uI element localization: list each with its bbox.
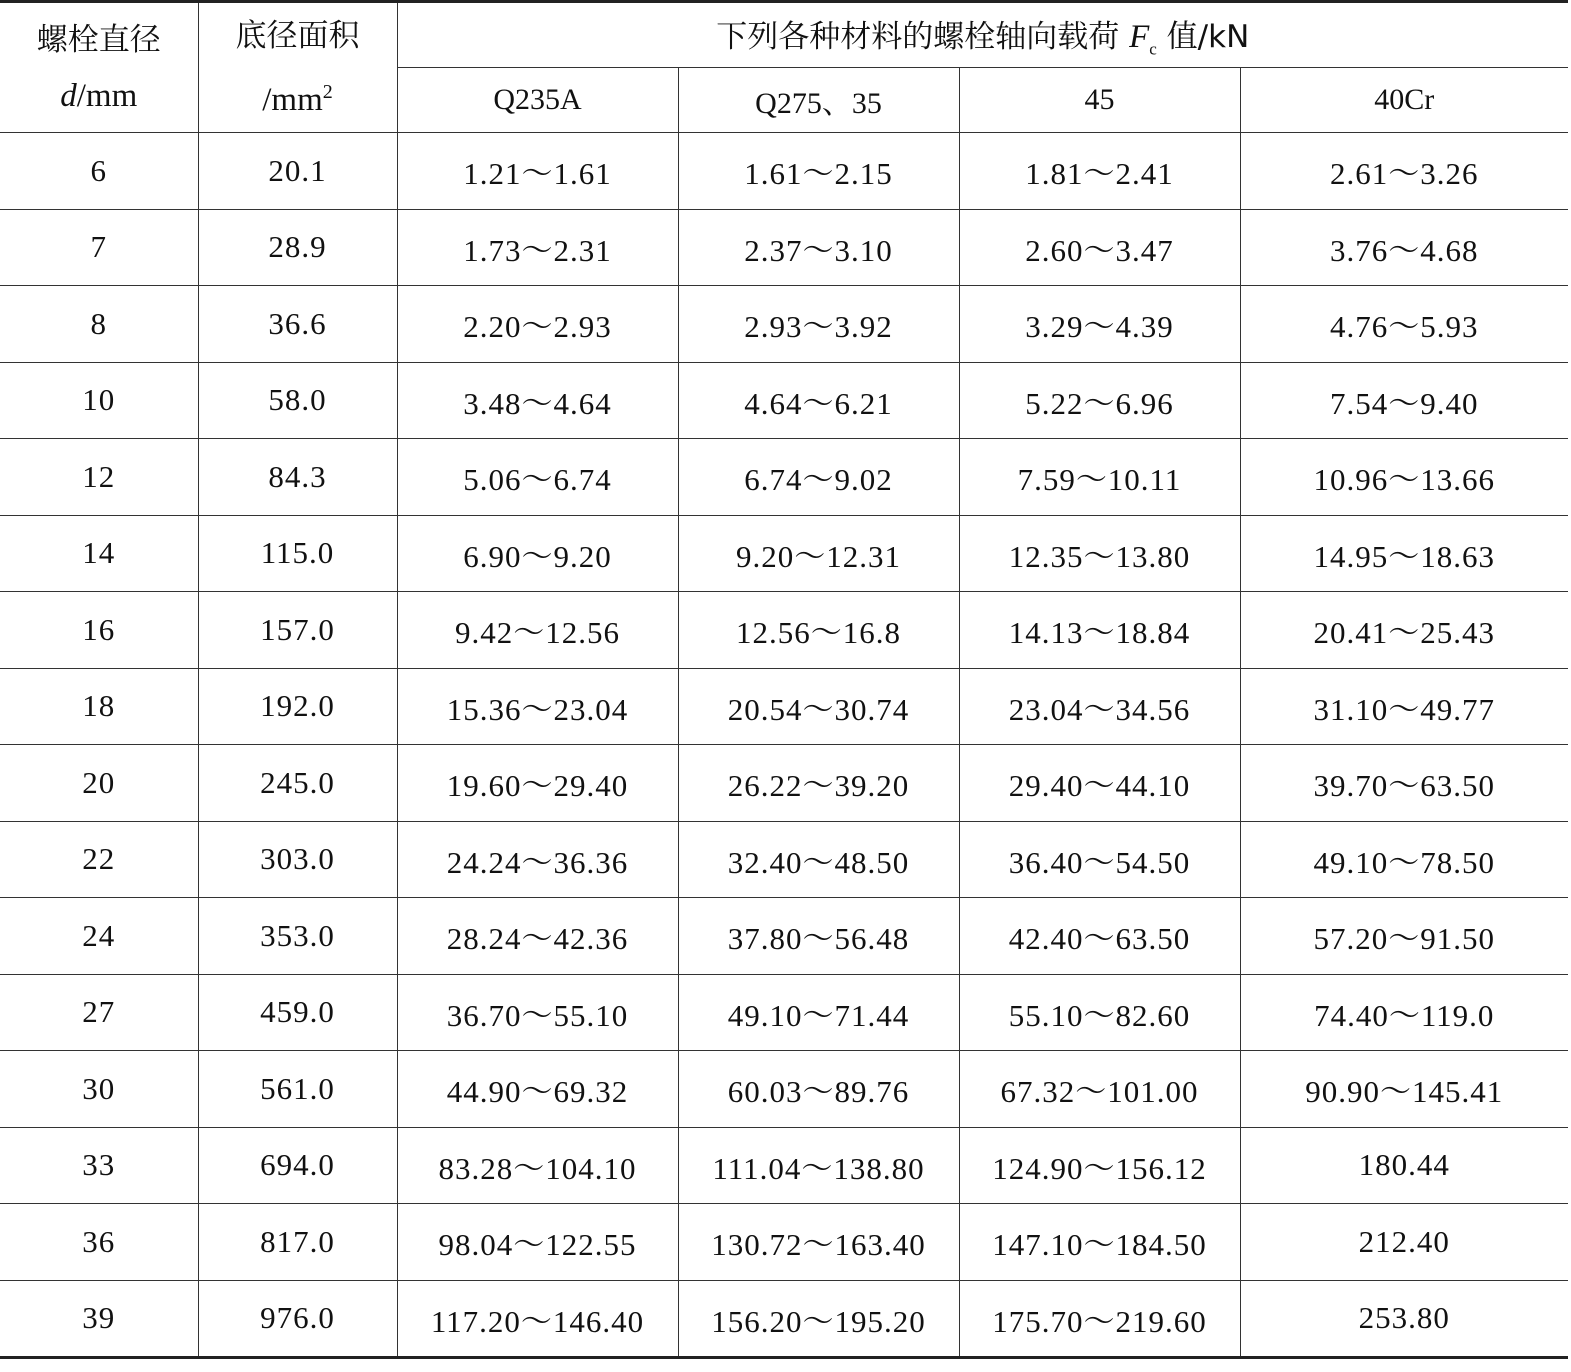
cell-load-45: 55.10～82.60 bbox=[959, 974, 1240, 1051]
cell-bolt-diameter: 6 bbox=[0, 133, 198, 210]
cell-load-q275-35: 1.61～2.15 bbox=[678, 133, 959, 210]
header-bolt-diameter-label: 螺栓直径 bbox=[36, 21, 161, 58]
header-root-area-unit: /mm bbox=[262, 81, 323, 118]
table-row bbox=[0, 1127, 1568, 1204]
header-bolt-diameter-var: d bbox=[60, 77, 77, 114]
cell-load-q235a: 44.90～69.32 bbox=[397, 1051, 678, 1128]
cell-bolt-diameter: 14 bbox=[0, 515, 198, 592]
header-material-q275-35: Q275、35 bbox=[678, 68, 959, 133]
header-material-45: 45 bbox=[959, 68, 1240, 133]
cell-load-q275-35: 2.37～3.10 bbox=[678, 209, 959, 286]
cell-load-40cr: 57.20～91.50 bbox=[1240, 898, 1568, 975]
cell-load-q275-35: 111.04～138.80 bbox=[678, 1127, 959, 1204]
header-group-prefix: 下列各种材料的螺栓轴向载荷 bbox=[716, 18, 1130, 55]
cell-load-40cr: 7.54～9.40 bbox=[1240, 362, 1568, 439]
cell-load-q235a: 5.06～6.74 bbox=[397, 439, 678, 516]
cell-load-q275-35: 6.74～9.02 bbox=[678, 439, 959, 516]
cell-bolt-diameter: 10 bbox=[0, 362, 198, 439]
cell-root-area: 353.0 bbox=[198, 898, 397, 975]
cell-load-40cr: 10.96～13.66 bbox=[1240, 439, 1568, 516]
cell-load-q275-35: 130.72～163.40 bbox=[678, 1204, 959, 1281]
cell-load-q235a: 83.28～104.10 bbox=[397, 1127, 678, 1204]
cell-load-45: 7.59～10.11 bbox=[959, 439, 1240, 516]
cell-bolt-diameter: 24 bbox=[0, 898, 198, 975]
table-row bbox=[0, 974, 1568, 1051]
cell-root-area: 84.3 bbox=[198, 439, 397, 516]
header-group-suffix: 值/kN bbox=[1156, 18, 1250, 55]
header-bolt-diameter-unit: /mm bbox=[76, 77, 138, 114]
cell-bolt-diameter: 7 bbox=[0, 209, 198, 286]
cell-load-40cr: 20.41～25.43 bbox=[1240, 592, 1568, 669]
cell-bolt-diameter: 22 bbox=[0, 821, 198, 898]
table-row bbox=[0, 286, 1568, 363]
cell-load-q275-35: 2.93～3.92 bbox=[678, 286, 959, 363]
cell-load-q275-35: 12.56～16.8 bbox=[678, 592, 959, 669]
header-bolt-diameter bbox=[0, 2, 198, 133]
cell-load-45: 5.22～6.96 bbox=[959, 362, 1240, 439]
cell-load-45: 23.04～34.56 bbox=[959, 668, 1240, 745]
header-root-area-exponent: 2 bbox=[322, 80, 333, 103]
cell-load-45: 1.81～2.41 bbox=[959, 133, 1240, 210]
cell-load-q235a: 1.21～1.61 bbox=[397, 133, 678, 210]
table-row bbox=[0, 362, 1568, 439]
cell-load-40cr: 14.95～18.63 bbox=[1240, 515, 1568, 592]
cell-load-40cr: 4.76～5.93 bbox=[1240, 286, 1568, 363]
cell-load-45: 2.60～3.47 bbox=[959, 209, 1240, 286]
table-row bbox=[0, 592, 1568, 669]
cell-load-45: 124.90～156.12 bbox=[959, 1127, 1240, 1204]
cell-load-45: 175.70～219.60 bbox=[959, 1280, 1240, 1358]
cell-root-area: 157.0 bbox=[198, 592, 397, 669]
cell-load-q275-35: 37.80～56.48 bbox=[678, 898, 959, 975]
cell-bolt-diameter: 20 bbox=[0, 745, 198, 822]
header-group-var: F bbox=[1129, 18, 1150, 55]
cell-bolt-diameter: 30 bbox=[0, 1051, 198, 1128]
cell-load-q275-35: 9.20～12.31 bbox=[678, 515, 959, 592]
cell-load-q275-35: 4.64～6.21 bbox=[678, 362, 959, 439]
cell-root-area: 245.0 bbox=[198, 745, 397, 822]
cell-root-area: 115.0 bbox=[198, 515, 397, 592]
table-row bbox=[0, 133, 1568, 210]
cell-bolt-diameter: 27 bbox=[0, 974, 198, 1051]
table-body bbox=[0, 133, 1568, 1358]
table-row bbox=[0, 209, 1568, 286]
cell-load-40cr: 3.76～4.68 bbox=[1240, 209, 1568, 286]
cell-load-q275-35: 49.10～71.44 bbox=[678, 974, 959, 1051]
cell-load-q235a: 9.42～12.56 bbox=[397, 592, 678, 669]
cell-load-q235a: 36.70～55.10 bbox=[397, 974, 678, 1051]
table-row bbox=[0, 439, 1568, 516]
cell-root-area: 58.0 bbox=[198, 362, 397, 439]
cell-load-45: 42.40～63.50 bbox=[959, 898, 1240, 975]
header-group-sub: c bbox=[1149, 39, 1157, 59]
cell-load-40cr: 2.61～3.26 bbox=[1240, 133, 1568, 210]
cell-root-area: 817.0 bbox=[198, 1204, 397, 1281]
cell-root-area: 192.0 bbox=[198, 668, 397, 745]
header-material-40cr: 40Cr bbox=[1240, 68, 1568, 133]
table-row bbox=[0, 1204, 1568, 1281]
table-row bbox=[0, 668, 1568, 745]
table-row bbox=[0, 821, 1568, 898]
cell-bolt-diameter: 16 bbox=[0, 592, 198, 669]
header-root-area-label: 底径面积 bbox=[235, 17, 360, 54]
cell-root-area: 303.0 bbox=[198, 821, 397, 898]
table-header bbox=[0, 2, 1568, 133]
cell-load-q275-35: 26.22～39.20 bbox=[678, 745, 959, 822]
cell-load-q235a: 19.60～29.40 bbox=[397, 745, 678, 822]
cell-bolt-diameter: 39 bbox=[0, 1280, 198, 1358]
table-row bbox=[0, 898, 1568, 975]
cell-load-40cr: 90.90～145.41 bbox=[1240, 1051, 1568, 1128]
cell-load-q235a: 98.04～122.55 bbox=[397, 1204, 678, 1281]
cell-bolt-diameter: 12 bbox=[0, 439, 198, 516]
cell-load-45: 29.40～44.10 bbox=[959, 745, 1240, 822]
cell-bolt-diameter: 36 bbox=[0, 1204, 198, 1281]
cell-load-40cr: 180.44 bbox=[1240, 1127, 1568, 1204]
cell-root-area: 459.0 bbox=[198, 974, 397, 1051]
cell-bolt-diameter: 33 bbox=[0, 1127, 198, 1204]
cell-load-q235a: 117.20～146.40 bbox=[397, 1280, 678, 1358]
cell-load-q235a: 2.20～2.93 bbox=[397, 286, 678, 363]
cell-load-q235a: 28.24～42.36 bbox=[397, 898, 678, 975]
cell-load-q235a: 6.90～9.20 bbox=[397, 515, 678, 592]
header-root-area bbox=[198, 2, 397, 133]
cell-load-40cr: 74.40～119.0 bbox=[1240, 974, 1568, 1051]
cell-load-45: 12.35～13.80 bbox=[959, 515, 1240, 592]
cell-load-40cr: 212.40 bbox=[1240, 1204, 1568, 1281]
cell-load-q275-35: 20.54～30.74 bbox=[678, 668, 959, 745]
cell-load-q275-35: 60.03～89.76 bbox=[678, 1051, 959, 1128]
cell-load-40cr: 253.80 bbox=[1240, 1280, 1568, 1358]
cell-root-area: 20.1 bbox=[198, 133, 397, 210]
cell-load-45: 3.29～4.39 bbox=[959, 286, 1240, 363]
cell-root-area: 28.9 bbox=[198, 209, 397, 286]
cell-root-area: 694.0 bbox=[198, 1127, 397, 1204]
cell-root-area: 36.6 bbox=[198, 286, 397, 363]
table-row bbox=[0, 745, 1568, 822]
header-material-q235a: Q235A bbox=[397, 68, 678, 133]
cell-bolt-diameter: 18 bbox=[0, 668, 198, 745]
table-row bbox=[0, 515, 1568, 592]
cell-load-q235a: 15.36～23.04 bbox=[397, 668, 678, 745]
table-row bbox=[0, 1051, 1568, 1128]
cell-load-q235a: 3.48～4.64 bbox=[397, 362, 678, 439]
table-row bbox=[0, 1280, 1568, 1358]
cell-load-45: 36.40～54.50 bbox=[959, 821, 1240, 898]
cell-bolt-diameter: 8 bbox=[0, 286, 198, 363]
cell-load-q275-35: 32.40～48.50 bbox=[678, 821, 959, 898]
cell-load-45: 14.13～18.84 bbox=[959, 592, 1240, 669]
cell-load-40cr: 49.10～78.50 bbox=[1240, 821, 1568, 898]
header-material-group bbox=[397, 2, 1568, 68]
cell-load-40cr: 31.10～49.77 bbox=[1240, 668, 1568, 745]
cell-load-45: 67.32～101.00 bbox=[959, 1051, 1240, 1128]
cell-load-q275-35: 156.20～195.20 bbox=[678, 1280, 959, 1358]
cell-load-q235a: 24.24～36.36 bbox=[397, 821, 678, 898]
cell-root-area: 561.0 bbox=[198, 1051, 397, 1128]
cell-load-q235a: 1.73～2.31 bbox=[397, 209, 678, 286]
cell-root-area: 976.0 bbox=[198, 1280, 397, 1358]
cell-load-45: 147.10～184.50 bbox=[959, 1204, 1240, 1281]
cell-load-40cr: 39.70～63.50 bbox=[1240, 745, 1568, 822]
